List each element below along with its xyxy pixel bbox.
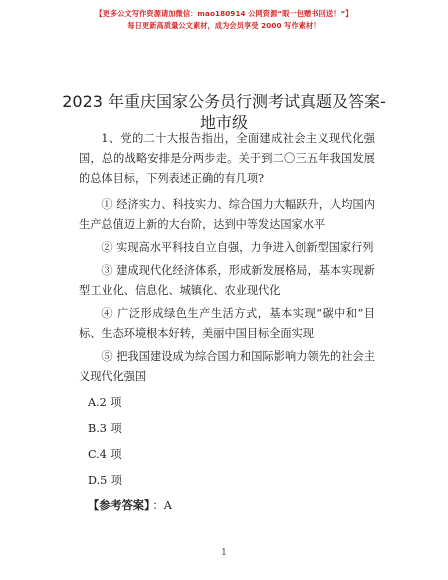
promo-banner-line-2: 每日更新高质量公文素材，成为会员享受 2000 写作素材！ xyxy=(127,21,321,30)
page-number: 1 xyxy=(221,548,227,558)
choice-a: A.2 项 xyxy=(88,396,122,409)
answer-label: 【参考答案】 xyxy=(88,499,150,512)
document-title xyxy=(40,91,408,133)
document-title-line-2: 地市级 xyxy=(199,112,248,132)
reference-answer xyxy=(79,496,375,516)
document-title-line-1: 2023 年重庆国家公务员行测考试真题及答案- xyxy=(62,91,386,111)
answer-separator: ： xyxy=(152,499,164,512)
statement-2: ② 实现高水平科技自立自强，力争进入创新型国家行列 xyxy=(101,241,374,254)
statement-4: ④ 广泛形成绿色生产生活方式，基本实现“碳中和”目标、生态环境根本好转，美丽中国目标全面实现 xyxy=(79,307,375,340)
statement-3: ③ 建成现代化经济体系，形成新发展格局，基本实现新型工业化、信息化、城镇化、农业现代化 xyxy=(79,264,375,297)
answer-value: A xyxy=(163,499,172,512)
question-block xyxy=(79,129,375,516)
promo-banner-line-1: 【更多公文写作资源请加微信：mao180914 公网资源“眼一包赠书回送！”】 xyxy=(95,9,353,18)
statement-5: ⑤ 把我国建设成为综合国力和国际影响力领先的社会主义现代化强国 xyxy=(79,350,375,383)
statement-1: ① 经济实力、科技实力、综合国力大幅跃升，人均国内生产总值迈上新的大台阶，达到中等发达国家水平 xyxy=(79,198,375,231)
choice-d: D.5 项 xyxy=(88,474,122,487)
question-stem: 1、党的二十大报告指出，全面建成社会主义现代化强国，总的战略安排是分两步走。关于到二〇三五年我国发展的总体目标，下列表述正确的有几项? xyxy=(79,132,375,185)
choice-b: B.3 项 xyxy=(88,422,122,435)
promo-banner xyxy=(0,8,448,32)
choice-c: C.4 项 xyxy=(88,448,122,461)
